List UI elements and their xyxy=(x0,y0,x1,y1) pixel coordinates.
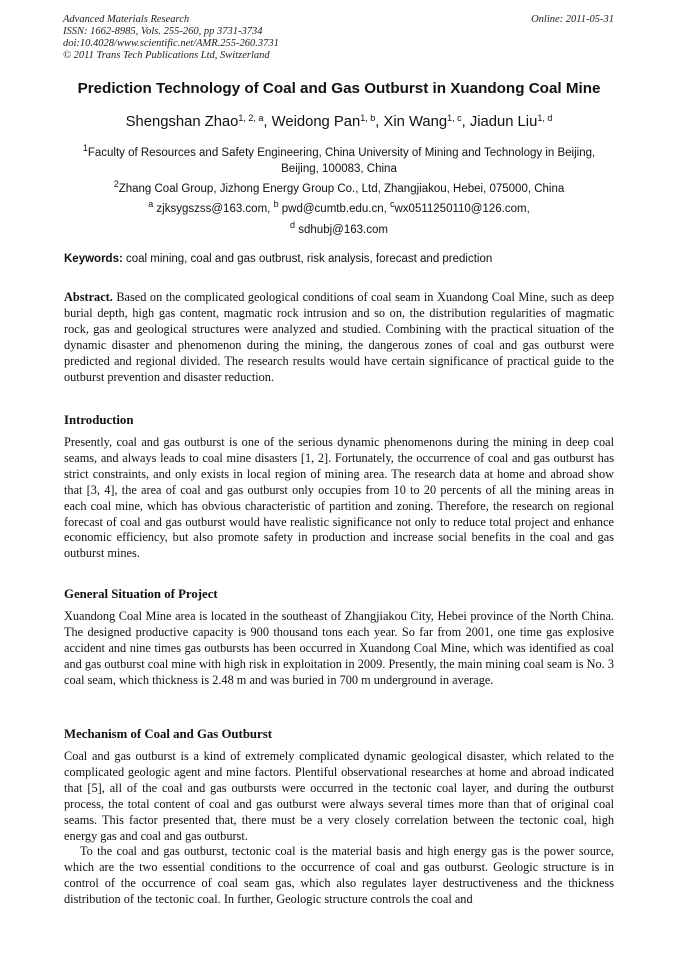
affiliation-sup: 1 xyxy=(82,143,88,153)
journal-header xyxy=(63,14,614,62)
email-sup: a xyxy=(148,199,154,209)
online-date: Online: 2011-05-31 xyxy=(531,14,614,25)
copyright-line: © 2011 Trans Tech Publications Ltd, Switzerland xyxy=(63,50,270,61)
email-line-2 xyxy=(60,215,618,240)
email-sup: c xyxy=(390,199,395,209)
author-name: Xin Wang xyxy=(383,114,448,130)
paragraph: Presently, coal and gas outburst is one of the serious dynamic phenomenons during the mining in deep coal seams, and always leads to coal mine disasters [1, 2]. Fortunately, the occurrence of coal and gas outburst has strict constraints, and only exists in local region of mining area. The research data at home and abroad show that [3, 4], the area of coal and gas outburst only occupies from 10 to 20 percents of all the mining areas in each coal mine, which has obvious characteristic of partition and zoning. Therefore, the research on regional forecast of coal and gas outburst would have realistic significance not only to reduce total project and enhance economic efficiency, but also promote safety in production and increase social benefits in the coal and gas outburst mines. xyxy=(64,435,614,561)
paper-title: Prediction Technology of Coal and Gas Outburst in Xuandong Coal Mine xyxy=(77,80,601,97)
introduction-text xyxy=(64,435,614,562)
author-sep: , xyxy=(263,114,272,130)
section-heading-mechanism: Mechanism of Coal and Gas Outburst xyxy=(64,727,272,741)
journal-name: Advanced Materials Research xyxy=(63,14,190,25)
email-b: pwd@cumtb.edu.cn, xyxy=(281,203,387,215)
author-list xyxy=(20,113,658,130)
author-name: Shengshan Zhao xyxy=(125,114,239,130)
author-sep: , xyxy=(375,114,384,130)
email-a: zjksygszss@163.com, xyxy=(156,203,271,215)
general-text xyxy=(64,609,614,689)
email-sup: b xyxy=(273,199,279,209)
affiliation-1 xyxy=(70,140,608,177)
email-d: sdhubj@163.com xyxy=(298,224,388,236)
issn-line: ISSN: 1662-8985, Vols. 255-260, pp 3731-3734 xyxy=(63,26,263,37)
paragraph: Xuandong Coal Mine area is located in the southeast of Zhangjiakou City, Hebei province of the North China. The designed productive capacity is 900 thousand tons each year. So far from 2001, one time gas explosive accident and nine times gas outbursts has been occurred in Xuandong Coal Mine, which was identified as coal and gas outburst coal mine with high risk in exploitation in 2009. Presently, the main mining coal seam is No. 3 coal seam, which thickness is 2.48 m and was buried in 700 m underground in average. xyxy=(64,609,614,687)
author-sup: 1, c xyxy=(447,113,462,123)
keywords xyxy=(64,253,614,265)
email-sup: d xyxy=(290,220,296,230)
section-heading-introduction: Introduction xyxy=(64,413,134,427)
mechanism-text xyxy=(64,749,614,908)
abstract xyxy=(64,290,614,385)
keywords-text: coal mining, coal and gas outbrust, risk analysis, forecast and prediction xyxy=(126,253,493,265)
abstract-label: Abstract. xyxy=(64,290,113,304)
abstract-text: Based on the complicated geological conditions of coal seam in Xuandong Coal Mine, such as deep burial depth, high gas content, magmatic rock intrusion and so on, the distribution regularities of magmatic rock, gas and geological structures were analyzed and studied. Combining with the practical situation of the dynamic disaster and phenomenon during the mining, the dangerous zones of coal and gas outburst were predicted and regional divided. The research results would have certain significance of practical guide to the outburst prevention and disaster reduction. xyxy=(64,290,614,384)
author-sep: , xyxy=(461,114,470,130)
paragraph: Coal and gas outburst is a kind of extremely complicated dynamic geological disaster, which related to the complicated geologic agent and mine factors. Plentiful observational researches at home and abroad indicated that [5], all of the coal and gas outbursts were occurred in the tectonic coal layer, and during the outburst process, the total content of coal and gas outburst were always several times more than that of original coal seams. This factor presented that, there must be a very closely correlation between the tectonic coal, high energy gas and coal and gas outburst. xyxy=(64,749,614,843)
author-sup: 1, b xyxy=(360,113,376,123)
doi-line: doi:10.4028/www.scientific.net/AMR.255-260.3731 xyxy=(63,38,279,49)
keywords-label: Keywords: xyxy=(64,253,123,265)
affiliation-text: Faculty of Resources and Safety Engineering, China University of Mining and Technology in Beijing, Beijing, 100083, China xyxy=(87,147,596,175)
paragraph: To the coal and gas outburst, tectonic coal is the material basis and high energy gas is the power source, which are the two essential conditions to the occurrence of coal and gas outburst. Geologic structure is in control of the occurrence of coal seam gas, which also regulates layer destructiveness and the thickness distribution of the tectonic coal. In further, Geologic structure controls the coal and xyxy=(64,844,614,907)
affiliation-sup: 2 xyxy=(113,179,119,189)
author-name: Jiadun Liu xyxy=(469,114,538,130)
author-sup: 1, d xyxy=(537,113,553,123)
author-name: Weidong Pan xyxy=(271,114,361,130)
email-c: wx0511250110@126.com, xyxy=(394,203,530,215)
author-sup: 1, 2, a xyxy=(238,113,264,123)
affiliation-text: Zhang Coal Group, Jizhong Energy Group Co., Ltd, Zhangjiakou, Hebei, 075000, China xyxy=(118,183,565,195)
section-heading-general: General Situation of Project xyxy=(64,587,218,601)
